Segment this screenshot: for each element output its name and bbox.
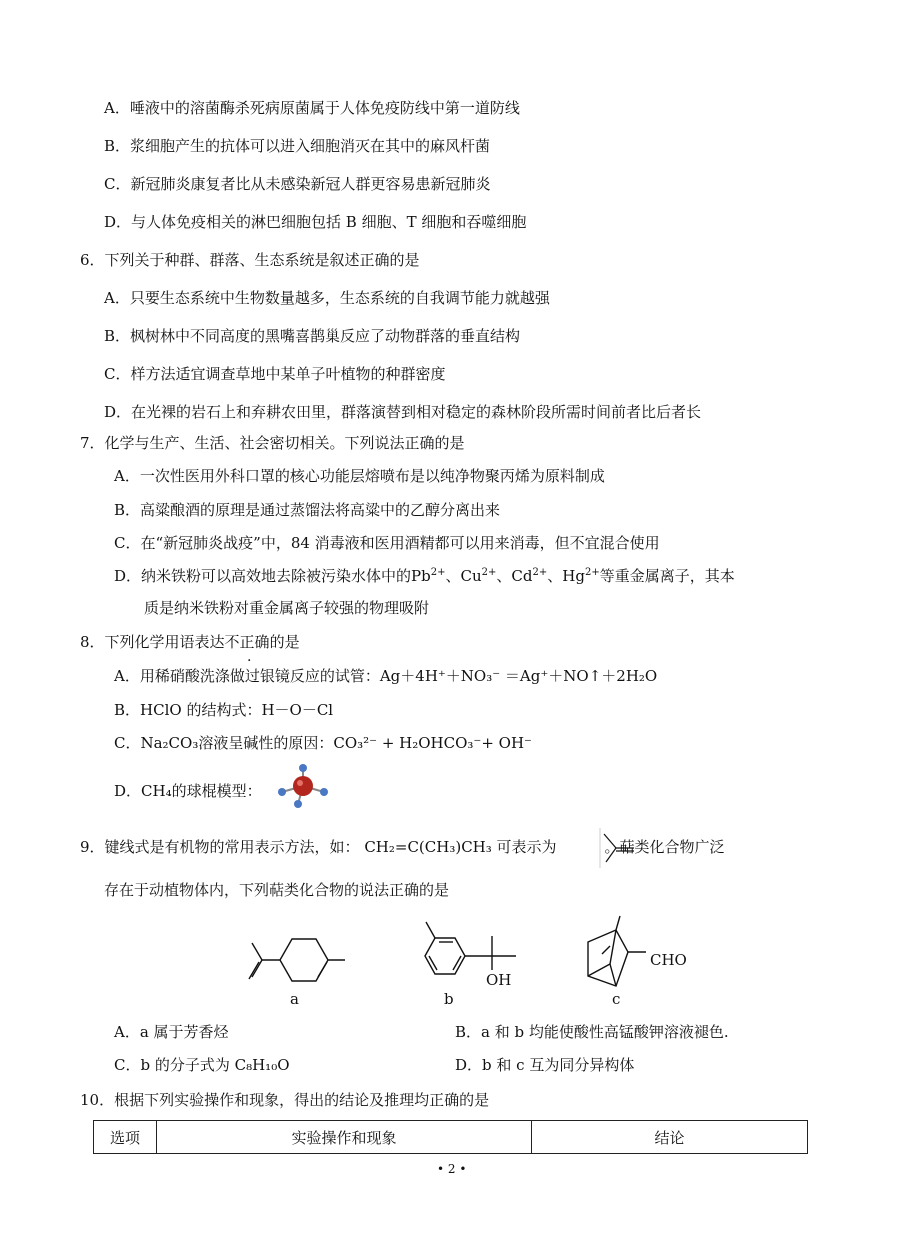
ion-hg: Hg [562,567,585,585]
ion-cu: Cu [460,567,482,585]
q7-stem: 7．化学与生产、生活、社会密切相关。下列说法正确的是 [80,434,465,452]
q6-option-c: C．样方法适宜调查草地中某单子叶植物的种群密度 [104,365,446,383]
q8-stem-part1: 8．下列化学用语表达 [80,633,225,651]
q5-option-c: C．新冠肺炎康复者比从未感染新冠人群更容易患新冠肺炎 [104,175,491,193]
q7-option-d-line2: 质是纳米铁粉对重金属离子较强的物理吸附 [144,599,430,617]
q8-stem-part2: 的是 [269,633,300,651]
q7-option-d-suffix: 等重金属离子，其本 [599,567,735,585]
ion-pb: Pb [411,567,431,585]
q9-option-a: A．a 属于芳香烃 [114,1023,229,1041]
q8-stem [80,632,300,652]
q8-option-d: D．CH₄的球棍模型： [114,782,262,800]
q6-option-b: B．枫树林中不同高度的黑嘴喜鹊巢反应了动物群落的垂直结构 [104,327,521,345]
ion-pb-charge: 2+ [430,567,446,578]
q9-option-c: C．b 的分子式为 C₈H₁₀O [114,1056,290,1074]
ion-hg-charge: 2+ [584,567,600,578]
table-header-procedure: 实验操作和现象 [157,1121,532,1154]
page-number: • 2 • [437,1162,467,1176]
table-header-option: 选项 [94,1121,157,1154]
compound-b-label: b [444,990,454,1008]
q6-option-a: A．只要生态系统中生物数量越多，生态系统的自我调节能力就越强 [104,289,550,307]
q9-option-d: D．b 和 c 互为同分异构体 [455,1056,635,1074]
q8-option-c: C．Na₂CO₃溶液呈碱性的原因：CO₃²⁻ + H₂OHCO₃⁻+ OH⁻ [114,734,532,752]
q8-stem-emphasis: 不正确 [224,633,270,651]
q5-option-d: D．与人体免疫相关的淋巴细胞包括 B 细胞、T 细胞和吞噬细胞 [104,213,527,231]
q7-option-b: B．高粱酿酒的原理是通过蒸馏法将高粱中的乙醇分离出来 [114,501,501,519]
ion-cd: Cd [511,567,533,585]
q9-stem-part2: 。萜类化合物广泛 [604,838,725,856]
q9-stem-part1: 9．键线式是有机物的常用表示方法，如： CH₂=C(CH₃)CH₃ 可表示为 [80,838,557,856]
q10-stem: 10．根据下列实验操作和现象，得出的结论及推理均正确的是 [80,1091,490,1109]
q6-option-d: D．在光裸的岩石上和弃耕农田里，群落演替到相对稳定的森林阶段所需时间前者比后者长 [104,403,702,421]
ion-cu-charge: 2+ [481,567,497,578]
q7-option-d: D．纳米铁粉可以高效地去除被污染水体中的$Pb^{2+}$、$Cu^{2+}$、$Cd^{2+}$、$Hg^{2+}$等重金属离子，其本 [114,567,735,585]
compound-a-structure [232,918,352,998]
compound-a-label: a [290,990,299,1008]
compound-c-aldehyde: CHO [650,951,687,969]
ion-cd-charge: 2+ [532,567,548,578]
q8-option-a: A．用稀硝酸洗涤做过银镜反应的试管：Ag＋4H⁺＋NO₃⁻ ＝Ag⁺＋NO↑＋2H₂O [114,667,658,685]
q5-option-a: A．唾液中的溶菌酶杀死病原菌属于人体免疫防线中第一道防线 [104,99,520,117]
compound-c-label: c [612,990,621,1008]
table-header-conclusion: 结论 [532,1121,808,1154]
q10-table [93,1120,808,1154]
q9-stem-line2: 存在于动植物体内，下列萜类化合物的说法正确的是 [104,881,450,899]
table-header-row [94,1121,808,1154]
q8-option-b: B．HClO 的结构式：H－O－Cl [114,701,334,719]
q9-option-b: B．a 和 b 均能使酸性高锰酸钾溶液褪色. [455,1023,729,1041]
q6-stem: 6．下列关于种群、群落、生态系统是叙述正确的是 [80,251,420,269]
compound-c-structure [580,912,660,992]
q7-option-a: A．一次性医用外科口罩的核心功能层熔喷布是以纯净物聚丙烯为原料制成 [114,467,605,485]
bond-line-example-structure [596,826,640,870]
q7-option-d-prefix: D．纳米铁粉可以高效地去除被污染水体中的 [114,567,412,585]
q7-option-c: C．在“新冠肺炎战疫”中，84 消毒液和医用酒精都可以用来消毒，但不宜混合使用 [114,534,660,552]
q5-option-b: B．浆细胞产生的抗体可以进入细胞消灭在其中的麻风杆菌 [104,137,491,155]
methane-ball-stick-model [276,764,330,808]
compound-b-hydroxyl: OH [486,971,512,989]
